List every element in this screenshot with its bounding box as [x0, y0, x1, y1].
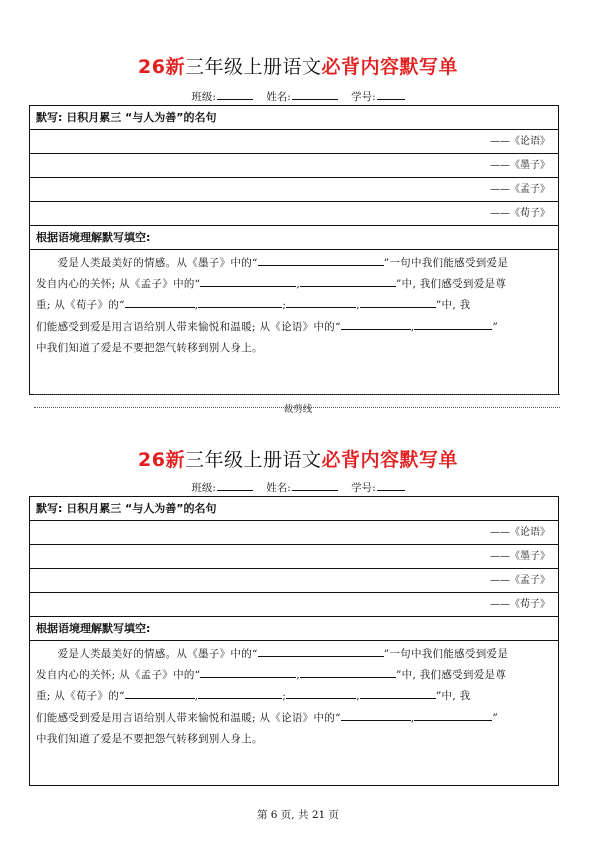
para-text: ”中, 我们感受到爱是尊 [395, 669, 507, 682]
answer-row-xunzi[interactable] [30, 593, 558, 617]
title-part: 26新 [138, 56, 185, 78]
fill-blank[interactable] [198, 295, 282, 308]
para-text: 中我们知道了爱是不要把怨气转移到别人身上。 [36, 341, 263, 354]
answer-row-lunyu[interactable] [30, 521, 558, 545]
class-blank[interactable] [217, 89, 253, 100]
fill-blank[interactable] [258, 253, 384, 266]
para-text: ” [492, 320, 499, 333]
page-title [0, 56, 596, 78]
para-text: 们能感受到爱是用言语给别人带来愉悦和温暖; 从《论语》中的“ [36, 320, 341, 333]
source-label: ——《荀子》 [490, 208, 550, 219]
source-label: ——《论语》 [490, 136, 550, 147]
fill-blank[interactable] [286, 686, 356, 699]
title-part: 三年级上册语文 [184, 56, 322, 78]
cut-line-label: 裁剪线 [283, 404, 313, 415]
class-label: 班级: [191, 91, 216, 103]
name-label: 姓名: [266, 482, 291, 494]
dictation-heading: 默写: 日积月累三 “与人为善”的名句 [30, 106, 558, 130]
para-text: ”一句中我们能感受到爱是 [383, 257, 509, 269]
page-title [0, 449, 596, 471]
para-text: , [296, 669, 300, 682]
dictation-table [29, 105, 559, 395]
answer-row-mengzi[interactable] [30, 178, 558, 202]
para-text: , [410, 711, 415, 724]
class-blank[interactable] [217, 480, 253, 491]
dictation-table [29, 496, 559, 786]
fill-blank[interactable] [200, 274, 296, 287]
title-part: 26新 [138, 449, 185, 471]
answer-row-lunyu[interactable] [30, 130, 558, 154]
para-text: 重; 从《荀子》的“ [36, 690, 125, 703]
para-text: 们能感受到爱是用言语给别人带来愉悦和温暖; 从《论语》中的“ [36, 711, 341, 724]
para-text: 爱是人类最美好的情感。从《墨子》中的“ [57, 648, 258, 660]
fill-heading: 根据语境理解默写填空: [30, 617, 558, 641]
fill-blank[interactable] [341, 708, 411, 721]
answer-row-mozi[interactable] [30, 154, 558, 178]
answer-row-mozi[interactable] [30, 545, 558, 569]
number-blank[interactable] [377, 89, 405, 100]
para-text: 中我们知道了爱是不要把怨气转移到别人身上。 [36, 732, 263, 745]
para-text: , [194, 299, 199, 312]
fill-paragraph [30, 641, 558, 750]
para-text: , [194, 690, 199, 703]
fill-heading: 根据语境理解默写填空: [30, 226, 558, 250]
class-label: 班级: [191, 482, 216, 494]
title-part: 必背内容默写单 [321, 56, 458, 78]
para-text: ; [282, 299, 287, 312]
fill-blank[interactable] [360, 295, 436, 308]
para-text: 发自内心的关怀; 从《孟子》中的“ [36, 669, 201, 682]
para-text: ”中, 我 [435, 299, 471, 312]
title-part: 三年级上册语文 [184, 449, 322, 471]
para-text: , [356, 299, 360, 312]
answer-row-xunzi[interactable] [30, 202, 558, 226]
fill-blank[interactable] [125, 686, 195, 699]
fill-blank[interactable] [286, 295, 356, 308]
fill-blank[interactable] [414, 708, 492, 721]
para-text: 发自内心的关怀; 从《孟子》中的“ [36, 278, 201, 291]
fill-blank[interactable] [198, 686, 282, 699]
fill-blank[interactable] [125, 295, 195, 308]
fill-blank[interactable] [360, 686, 436, 699]
title-part: 必背内容默写单 [321, 449, 458, 471]
student-info-line [0, 480, 596, 495]
source-label: ——《墨子》 [490, 160, 550, 171]
para-text: ; [282, 690, 287, 703]
fill-blank[interactable] [300, 665, 396, 678]
page-footer: 第 6 页, 共 21 页 [256, 809, 340, 821]
number-label: 学号: [351, 91, 376, 103]
source-label: ——《荀子》 [490, 599, 550, 610]
para-text: ”中, 我 [435, 690, 471, 703]
para-text: ” [492, 711, 499, 724]
para-text: ”一句中我们能感受到爱是 [383, 648, 509, 660]
source-label: ——《论语》 [490, 527, 550, 538]
dictation-heading: 默写: 日积月累三 “与人为善”的名句 [30, 497, 558, 521]
name-blank[interactable] [292, 480, 338, 491]
fill-blank[interactable] [414, 317, 492, 330]
answer-row-mengzi[interactable] [30, 569, 558, 593]
student-info-line [0, 89, 596, 104]
name-blank[interactable] [292, 89, 338, 100]
source-label: ——《孟子》 [490, 575, 550, 586]
para-text: , [356, 690, 360, 703]
para-text: 爱是人类最美好的情感。从《墨子》中的“ [57, 257, 258, 269]
fill-paragraph [30, 250, 558, 359]
para-text: , [410, 320, 415, 333]
para-text: , [296, 278, 300, 291]
fill-blank[interactable] [200, 665, 296, 678]
fill-blank[interactable] [300, 274, 396, 287]
fill-blank[interactable] [341, 317, 411, 330]
para-text: ”中, 我们感受到爱是尊 [395, 278, 507, 291]
source-label: ——《墨子》 [490, 551, 550, 562]
source-label: ——《孟子》 [490, 184, 550, 195]
para-text: 重; 从《荀子》的“ [36, 299, 125, 312]
name-label: 姓名: [266, 91, 291, 103]
number-blank[interactable] [377, 480, 405, 491]
number-label: 学号: [351, 482, 376, 494]
fill-blank[interactable] [258, 644, 384, 657]
